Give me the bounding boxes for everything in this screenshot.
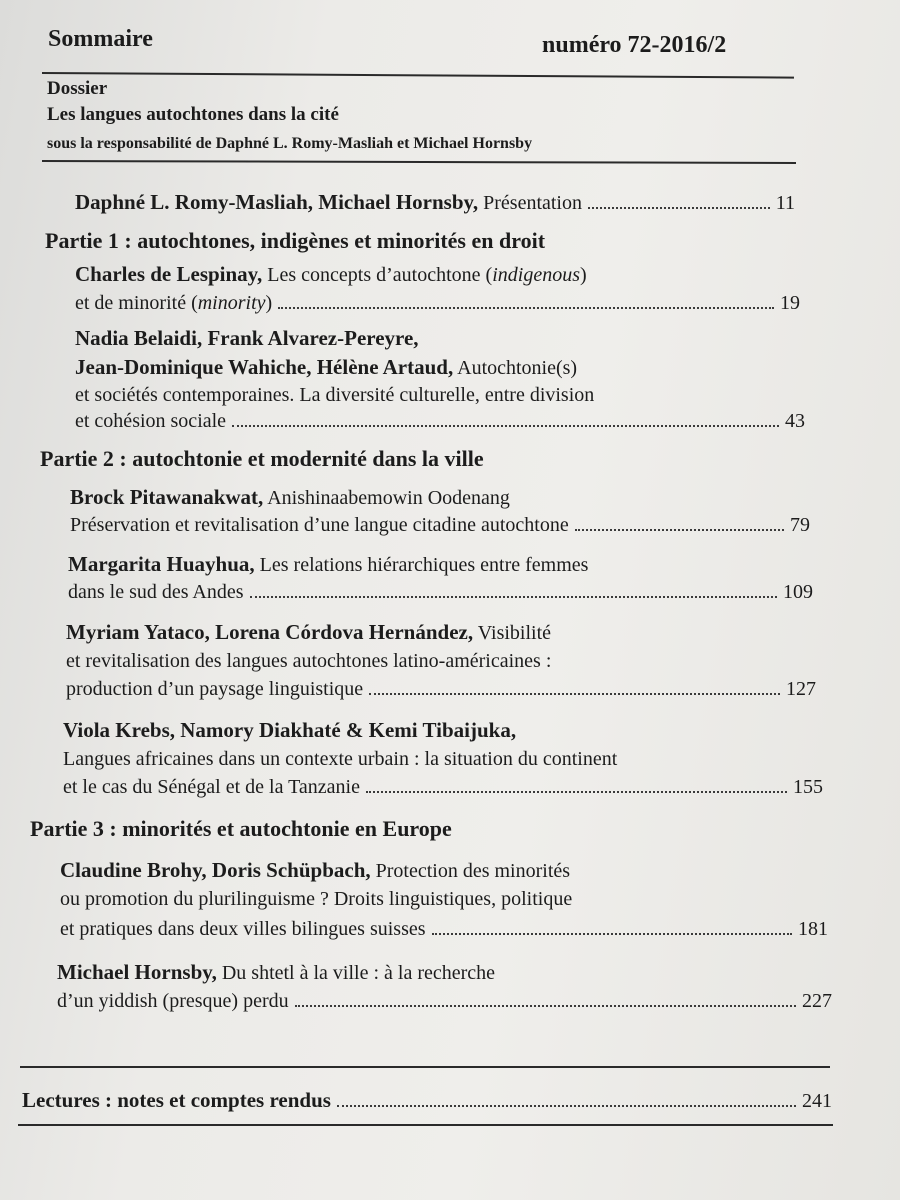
entry-authors: Michael Hornsby, [57,960,217,984]
entry-title-line: Les concepts d’autochtone ( [267,264,493,286]
entry-title-line: Visibilité [477,622,552,644]
lectures-title: Lectures : notes et comptes rendus [22,1088,331,1112]
toc-entry-lespinay-end [75,292,800,315]
entry-authors: Myriam Yataco, Lorena Córdova Hernández, [66,620,474,644]
page-number: 79 [790,514,810,536]
dot-leader [295,1004,796,1007]
toc-entry-brohy [60,858,570,883]
toc-entry-huayhua-end [68,581,813,604]
entry-title-line: Anishinaabemowin Oodenang [267,487,510,509]
entry-title-line: et sociétés contemporaines. La diversité culturelle, entre division [75,384,595,406]
entry-authors: Viola Krebs, Namory Diakhaté & Kemi Tibaijuka, [63,718,517,742]
dot-leader [232,424,779,427]
dossier-label: Dossier [47,78,108,99]
page-number: 227 [802,990,832,1012]
entry-authors: Daphné L. Romy-Masliah, Michael Hornsby, [75,190,479,214]
entry-title-line: Langues africaines dans un contexte urbain : la situation du continent [63,748,618,770]
toc-entry-lectures [22,1088,832,1113]
entry-authors: Nadia Belaidi, Frank Alvarez-Pereyre, [75,326,419,350]
toc-entry-belaidi-line2 [75,355,577,380]
summary-heading: Sommaire [48,26,153,52]
dot-leader [337,1104,796,1107]
lectures-bottom-rule [18,1124,833,1126]
entry-title-line: ) [579,264,587,286]
lectures-top-rule [20,1066,830,1068]
entry-title-line: et revitalisation des langues autochtones latino-américaines : [66,650,552,672]
entry-title: Présentation [483,192,582,214]
entry-title-italic: minority [197,292,266,314]
toc-entry-lespinay [75,262,587,287]
toc-entry-huayhua [68,552,588,577]
page-number: 127 [786,678,816,700]
page-number: 241 [802,1090,832,1112]
toc-entry-hornsby [57,960,495,985]
entry-title-line: Préservation et revitalisation d’une langue citadine autochtone [70,514,569,536]
toc-entry-brohy-end [60,918,828,941]
entry-authors: Claudine Brohy, Doris Schüpbach, [60,858,371,882]
page-number: 43 [785,410,805,432]
header-rule [42,72,794,79]
entry-title-line: ) [265,292,273,314]
page-number: 181 [798,918,828,940]
entry-authors: Brock Pitawanakwat, [70,485,264,509]
toc-entry-hornsby-end [57,990,832,1013]
part-heading-2: Partie 2 : autochtonie et modernité dans la ville [40,446,484,471]
entry-title-line: Du shtetl à la ville : à la recherche [221,962,496,984]
entry-title-line: ou promotion du plurilinguisme ? Droits linguistiques, politique [60,888,573,910]
page-number: 11 [775,192,795,214]
dot-leader [588,206,770,209]
entry-title-line: Protection des minorités [375,860,571,882]
dot-leader [575,528,784,531]
entry-title-line: d’un yiddish (presque) perdu [57,990,289,1012]
entry-title-line: et pratiques dans deux villes bilingues suisses [60,918,426,940]
entry-authors: Charles de Lespinay, [75,262,263,286]
dossier-title: Les langues autochtones dans la cité [47,104,339,125]
part-heading-1: Partie 1 : autochtones, indigènes et minorités en droit [45,228,546,253]
entry-title-italic: indigenous [492,264,580,286]
dot-leader [369,692,780,695]
dot-leader [250,595,777,598]
toc-entry-yataco [66,620,551,645]
toc-entry-belaidi-end [75,410,805,433]
toc-entry-krebs [63,718,516,743]
entry-title-line: dans le sud des Andes [68,581,244,603]
entry-title-line: Autochtonie(s) [457,357,578,379]
page-number: 19 [780,292,800,314]
toc-entry-belaidi [75,326,419,351]
toc-entry-presentation [75,190,795,215]
dot-leader [278,306,774,309]
entry-title-line: et le cas du Sénégal et de la Tanzanie [63,776,360,798]
entry-authors: Jean-Dominique Wahiche, Hélène Artaud, [75,355,454,379]
dot-leader [432,932,792,935]
toc-entry-yataco-end [66,678,816,701]
entry-title-line: production d’un paysage linguistique [66,678,364,700]
page-number: 109 [783,581,813,603]
toc-entry-pitawanakwat-end [70,514,810,537]
entry-title-line: Les relations hiérarchiques entre femmes [259,554,589,576]
entry-authors: Margarita Huayhua, [68,552,255,576]
dossier-rule [42,160,796,164]
entry-title-line: et cohésion sociale [75,410,227,432]
toc-entry-pitawanakwat [70,485,510,510]
toc-entry-krebs-end [63,776,823,799]
entry-title-line: et de minorité ( [75,292,198,314]
part-heading-3: Partie 3 : minorités et autochtonie en Europe [30,816,452,841]
issue-number: numéro 72-2016/2 [542,32,727,58]
dossier-responsibility: sous la responsabilité de Daphné L. Romy-Masliah et Michael Hornsby [47,135,533,152]
dot-leader [366,790,787,793]
page-number: 155 [793,776,823,798]
